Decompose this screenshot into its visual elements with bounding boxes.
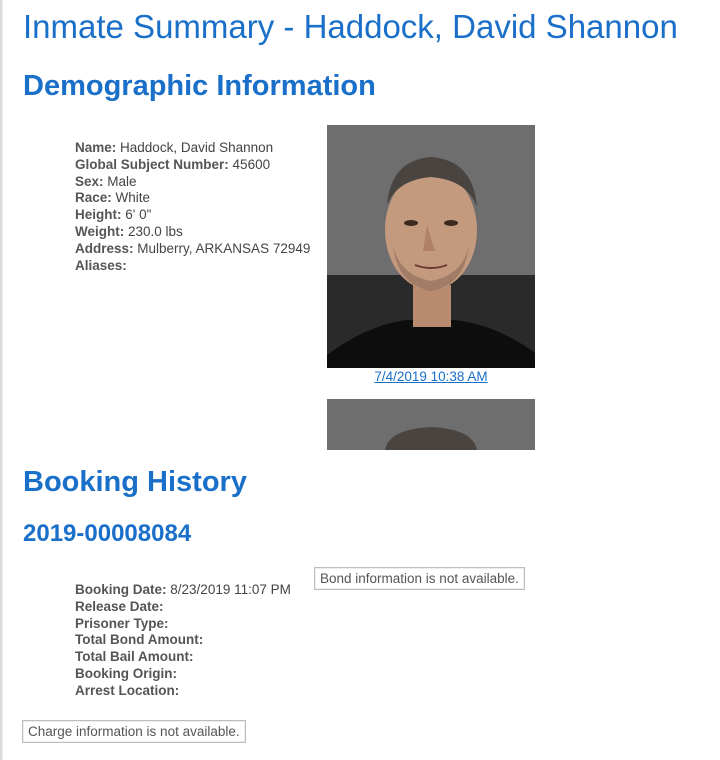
field-release-date: Release Date:	[75, 598, 164, 614]
field-booking-origin: Booking Origin:	[75, 665, 177, 681]
mugshot-date-link[interactable]: 7/4/2019 10:38 AM	[374, 369, 488, 384]
mugshot-photo[interactable]	[327, 125, 535, 368]
field-aliases: Aliases:	[75, 257, 127, 273]
booking-fields	[75, 582, 291, 700]
field-booking-date: Booking Date: 8/23/2019 11:07 PM	[75, 582, 291, 597]
page-left-border	[0, 0, 3, 760]
field-height: Height: 6' 0"	[75, 207, 152, 223]
mugshot-photo-second[interactable]	[327, 399, 535, 450]
page-title: Inmate Summary - Haddock, David Shannon	[23, 8, 678, 45]
field-address: Address: Mulberry, ARKANSAS 72949	[75, 240, 311, 256]
charge-info-notice: Charge information is not available.	[22, 720, 246, 743]
booking-number: 2019-00008084	[23, 520, 192, 547]
field-total-bail-amount: Total Bail Amount:	[75, 649, 194, 665]
field-arrest-location: Arrest Location:	[75, 682, 180, 698]
field-global-subject-number: Global Subject Number: 45600	[75, 156, 271, 172]
booking-history-heading: Booking History	[23, 466, 247, 498]
field-prisoner-type: Prisoner Type:	[75, 615, 169, 631]
demographic-heading: Demographic Information	[23, 70, 376, 102]
demographic-fields	[75, 140, 310, 274]
field-total-bond-amount: Total Bond Amount:	[75, 632, 204, 648]
field-name: Name: Haddock, David Shannon	[75, 140, 274, 155]
bond-info-notice: Bond information is not available.	[314, 567, 525, 590]
field-race: Race: White	[75, 190, 151, 206]
field-weight: Weight: 230.0 lbs	[75, 223, 183, 239]
field-sex: Sex: Male	[75, 173, 137, 189]
